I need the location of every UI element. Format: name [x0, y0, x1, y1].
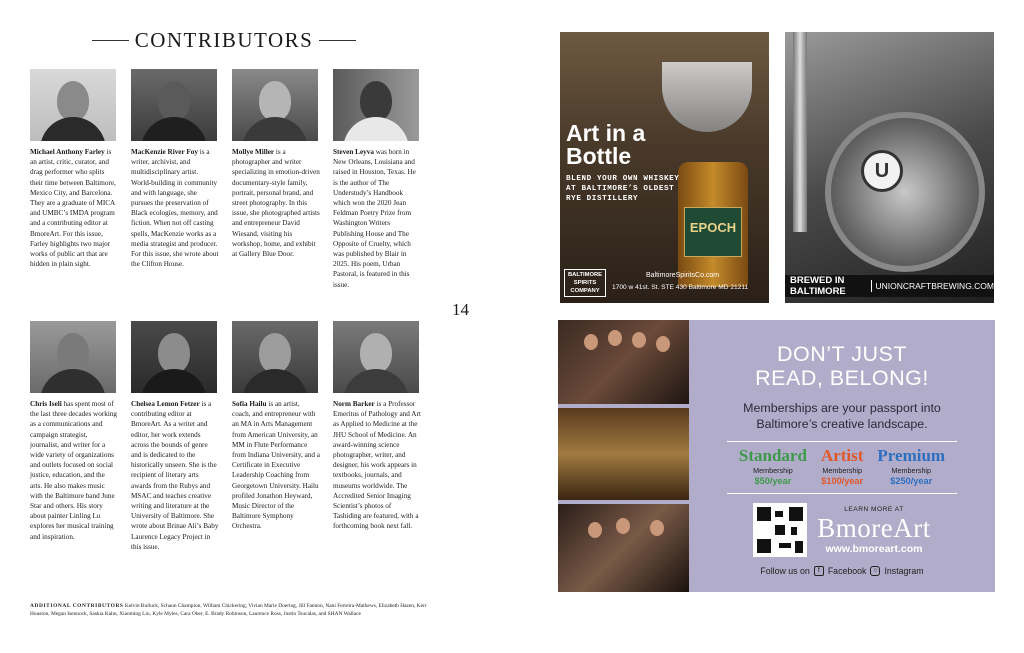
additional-contributors-names: Kelvin Bulluck, Schaun Champion, William Chickering, Vivian Marie Doering, Jill Fannon, Nani Ferreira-Mathews, Elizabeth Hazen, Kerr Houston, Megan Isennock, Saskia Kahn, Xiaoming Liu, Kyle Myles, Cara Ober, E. Brady Robinson, Laurence Ross, Justin Tsucalas, and SHAN Wallace	[30, 603, 427, 617]
additional-contributors	[30, 602, 430, 618]
divider	[727, 441, 957, 442]
contributor-photo	[333, 69, 419, 141]
contributor-bio: Sofia Hailu is an artist, coach, and entrepreneur with an MA in Arts Management from American University, an MM in Flute Performance from Indiana University, and a Certificate in Executive Leadership Coaching from Georgetown University. Hailu profiled Jonathon Heyward, Music Director of the Baltimore Symphony Orchestra.	[232, 400, 320, 531]
contributor-card	[30, 69, 118, 269]
additional-contributors-label: ADDITIONAL CONTRIBUTORS	[30, 603, 124, 609]
contributor-bio: Michael Anthony Farley is an artist, critic, curator, and drag performer who splits their time between Baltimore, Mexico City, and Barcelona. They are a graduate of MICA and UMBC’s IMDA program and a contributing editor at BmoreArt. For this issue, Farley highlights two major works of public art that are hidden in plain sight.	[30, 148, 116, 269]
contributor-bio: Norm Barker is a Professor Emeritus of Pathology and Art as Applied to Medicine at the JHU School of Medicine. An award-winning science photographer, writer, and designer, his work appears in textbooks, journals, and museums worldwide. The Accredited Senior Imaging Scientist’s photos of Tashiding are featured, with a forthcoming book next fall.	[333, 400, 421, 531]
contributor-photo	[30, 321, 116, 393]
contributor-name: Norm Barker	[333, 400, 375, 408]
contributor-name: Chelsea Lemon Fetzer	[131, 400, 200, 408]
facebook-link[interactable]: Facebook	[827, 566, 867, 576]
tier-premium[interactable]: Premium Membership $250/year	[877, 446, 946, 486]
qr-code-icon[interactable]	[753, 503, 807, 557]
membership-pitch: Memberships are your passport into Baltimore’s creative landscape.	[743, 401, 941, 431]
learn-more	[817, 506, 930, 555]
contributor-photo	[131, 69, 217, 141]
library-photo	[558, 408, 689, 500]
contributor-bio: Mollye Miller is a photographer and writer specializing in emotion-driven documentary-style family, portrait, personal brand, and street photography. In this issue, she photographed artists and entrepreneur David Wiesand, visiting his workshop, home, and exhibit at Gallery Blue Door.	[232, 148, 320, 259]
membership-headline: DON’T JUST READ, BELONG!	[755, 342, 929, 390]
spirits-company-logo: BALTIMORE SPIRITS COMPANY	[564, 269, 606, 297]
bmoreart-url[interactable]: www.bmoreart.com	[825, 542, 923, 555]
bmoreart-logo: BmoreArt	[817, 512, 931, 543]
ad-address: 1700 w 41st. St. STE 430 Baltimore MD 21211	[612, 284, 749, 291]
contributor-photo	[30, 69, 116, 141]
learn-more-label: LEARN MORE AT	[844, 505, 904, 513]
contributor-photo	[232, 69, 318, 141]
contributor-card	[131, 321, 219, 552]
divider	[871, 280, 872, 292]
pipe-graphic	[793, 32, 807, 232]
contributor-photo	[131, 321, 217, 393]
event-photo	[558, 320, 689, 404]
divider	[727, 493, 957, 494]
contributor-bio: MacKenzie River Foy is a writer, archivist, and multidisciplinary artist. World-building in community and with language, she pursues the preservation of Black ecologies, memory, and fiction. When not off casting spells, MacKenzie works as a media strategist and producer. For this issue, she wrote about the Clifton House.	[131, 148, 219, 269]
ad-union-craft[interactable]	[785, 32, 994, 303]
contributor-name: Steven Leyva	[333, 148, 374, 156]
contributor-card	[333, 69, 421, 290]
contributor-photo	[232, 321, 318, 393]
contributor-card	[232, 321, 320, 532]
page-number: 14	[452, 300, 469, 319]
title-rule-right	[319, 40, 356, 41]
facebook-icon[interactable]: f	[814, 566, 824, 576]
contributor-name: Chris Iseli	[30, 400, 62, 408]
ad-subhead: BLEND YOUR OWN WHISKEY AT BALTIMORE’S OLDEST RYE DISTILLERY	[566, 175, 680, 203]
contributor-name: MacKenzie River Foy	[131, 148, 198, 156]
bottle-label: EPOCH	[684, 207, 742, 257]
contributor-card	[333, 321, 421, 532]
instagram-link[interactable]: Instagram	[884, 566, 924, 576]
contributor-photo	[333, 321, 419, 393]
union-logo-badge: U	[861, 150, 903, 192]
contributor-card	[232, 69, 320, 259]
contributor-name: Mollye Miller	[232, 148, 275, 156]
ad-url[interactable]: BaltimoreSpiritsCo.com	[646, 272, 720, 279]
contributor-bio: Chelsea Lemon Fetzer is a contributing editor at BmoreArt. As a writer and editor, her work extends across the bounds of genre and is dedicated to the historically unseen. She is the recipient of literary arts awards from the Rubys and MSAC and teaches creative writing and literature at the University of Baltimore. She wrote about Brinae Ali’s Baby Laurence Legacy Project in this issue.	[131, 400, 219, 551]
brew-footer-bar	[785, 275, 994, 297]
contributor-card	[131, 69, 219, 269]
ad-headline: Art in a Bottle	[566, 120, 646, 169]
tier-standard[interactable]: Standard Membership $50/year	[738, 446, 807, 486]
brew-tank-graphic	[825, 112, 985, 272]
membership-tiers	[689, 446, 995, 486]
contributor-name: Sofia Hailu	[232, 400, 267, 408]
instagram-icon[interactable]: ○	[870, 566, 880, 576]
contributor-card	[30, 321, 118, 542]
page-title: CONTRIBUTORS	[134, 27, 314, 52]
social-follow: Follow us on f Facebook ○ Instagram	[760, 566, 924, 576]
members-photo	[558, 504, 689, 592]
contributor-bio: Steven Leyva was born in New Orleans, Louisiana and raised in Houston, Texas. He is the author of The Understudy’s Handbook which won the 2020 Jean Feldman Poetry Prize from Washington Writers Publishing House and The Opposite of Cruelty, which was published by Blair in 2025. His poem, Urban Pastoral, is featured in this issue.	[333, 148, 416, 289]
title-rule-left	[92, 40, 129, 41]
tier-artist[interactable]: Artist Membership $100/year	[820, 446, 864, 486]
ad-baltimore-spirits[interactable]	[560, 32, 769, 303]
brew-tagline: BREWED IN BALTIMORE	[790, 275, 846, 297]
contributor-bio: Chris Iseli has spent most of the last three decades working as a communications and campaign strategist, journalist, and writer for a wide variety of organizations and outlets focused on social justice, education, and the arts. He also makes music with the Baltimore band June Star and others. His story about painter Linling Lu explores her musical training and inspiration.	[30, 400, 118, 541]
brew-url[interactable]: UNIONCRAFTBREWING.COM	[875, 281, 994, 291]
membership-panel	[689, 320, 995, 592]
ad-bmoreart-membership[interactable]	[558, 320, 995, 592]
contributor-name: Michael Anthony Farley	[30, 148, 105, 156]
contributors-header	[92, 28, 356, 52]
